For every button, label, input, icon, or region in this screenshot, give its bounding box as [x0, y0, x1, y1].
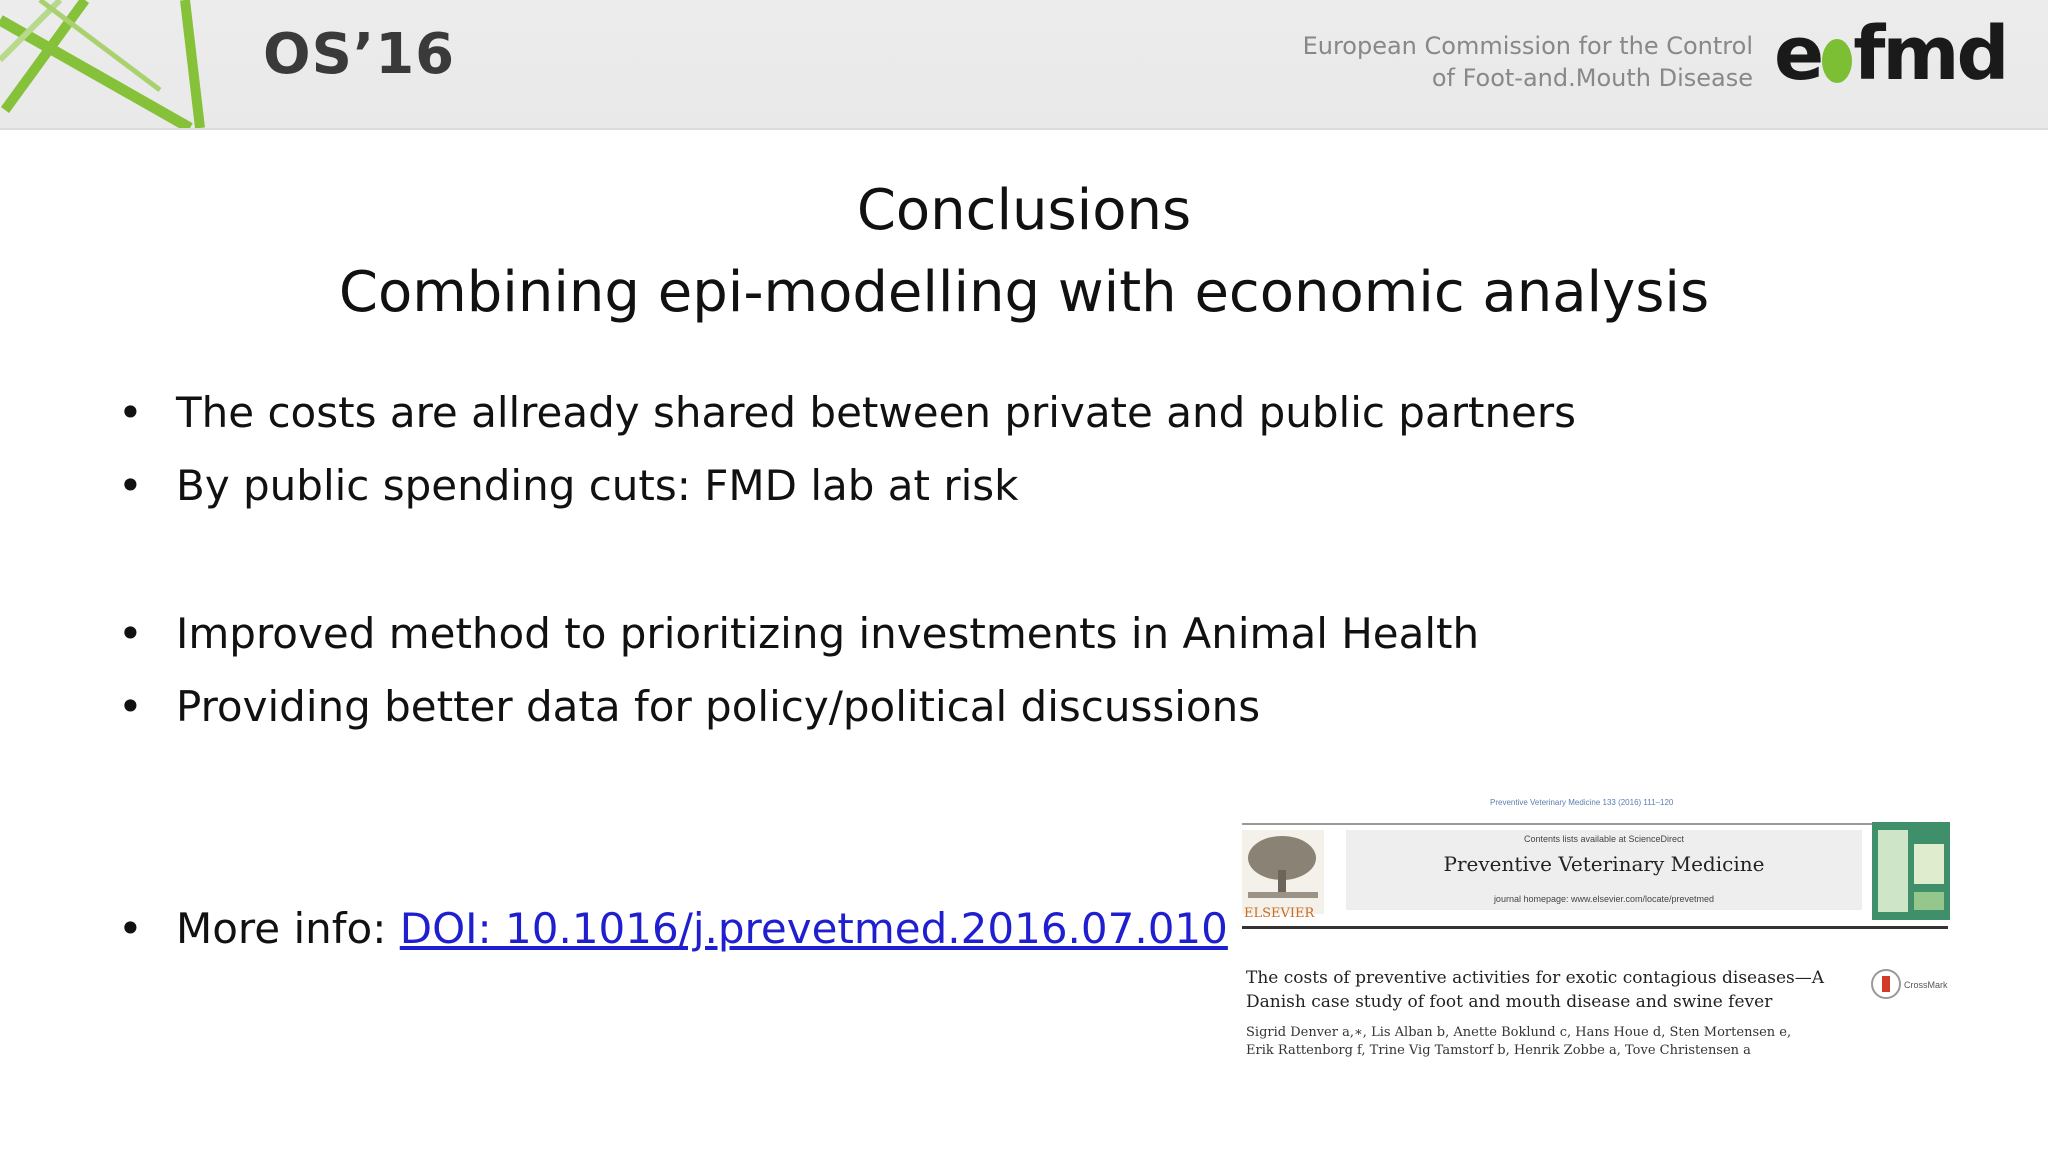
bullet-text: Improved method to prioritizing investments in Animal Health	[176, 609, 1480, 658]
bullet-item	[118, 456, 1018, 516]
elsevier-tree-icon	[1242, 830, 1324, 914]
eufmd-logo	[1774, 11, 2007, 97]
bullet-text: Providing better data for policy/political discussions	[176, 682, 1261, 731]
journal-homepage: journal homepage: www.elsevier.com/locate/prevetmed	[1493, 894, 1715, 904]
paper-top-rule	[1242, 823, 1948, 825]
paper-citation: Preventive Veterinary Medicine 133 (2016) 111–120	[1490, 798, 1674, 807]
paper-title-line2: Danish case study of foot and mouth disease and swine fever	[1246, 992, 1773, 1012]
crossmark-icon	[1870, 968, 1902, 1000]
bullet-dot: •	[118, 682, 143, 731]
organization-name-line1: European Commission for the Control	[1302, 32, 1753, 60]
paper-authors-line1: Sigrid Denver a,∗, Lis Alban b, Anette Boklund c, Hans Houe d, Sten Mortensen e,	[1246, 1025, 1792, 1040]
header-divider	[0, 128, 2048, 130]
bullet-dot: •	[118, 388, 143, 437]
bullet-text: The costs are allready shared between private and public partners	[176, 388, 1577, 437]
paper-thick-rule	[1242, 926, 1948, 929]
header-band	[0, 0, 2048, 128]
more-info-label: More info:	[176, 904, 400, 953]
contents-line: Contents lists available at ScienceDirect	[1523, 834, 1685, 844]
paper-title-line1: The costs of preventive activities for exotic contagious diseases—A	[1246, 968, 1825, 988]
os16-logo-graphic	[0, 0, 240, 128]
bullet-dot: •	[118, 461, 143, 510]
eufmd-logo-pre: e	[1774, 11, 1822, 97]
paper-authors	[1246, 1024, 1791, 1060]
organization-name	[1303, 30, 1753, 94]
paper-authors-line2: Erik Rattenborg f, Trine Vig Tamstorf b, Henrik Zobbe a, Tove Christensen a	[1246, 1043, 1751, 1058]
eufmd-logo-dot	[1822, 39, 1852, 83]
bullet-text: By public spending cuts: FMD lab at risk	[176, 461, 1019, 510]
journal-name: Preventive Veterinary Medicine	[1443, 852, 1765, 876]
bullet-dot: •	[118, 609, 143, 658]
more-info-item	[118, 899, 1228, 959]
bullet-item	[118, 677, 1260, 737]
elsevier-label: ELSEVIER	[1244, 906, 1315, 921]
organization-name-line2: of Foot-and.Mouth Disease	[1431, 64, 1753, 92]
event-title: OS’16	[263, 22, 456, 87]
slide-title	[0, 170, 2048, 334]
journal-banner	[1346, 830, 1862, 910]
bullet-item	[118, 383, 1576, 443]
journal-cover-icon	[1872, 822, 1950, 920]
paper-title	[1246, 966, 1824, 1014]
doi-link[interactable]: DOI: 10.1016/j.prevetmed.2016.07.010	[399, 904, 1228, 953]
bullet-dot: •	[118, 904, 143, 953]
eufmd-logo-post: fmd	[1853, 11, 2007, 97]
crossmark-label: CrossMark	[1904, 980, 1948, 990]
bullet-item	[118, 604, 1479, 664]
slide-title-line1: Conclusions	[856, 178, 1192, 243]
slide-title-line2: Combining epi-modelling with economic analysis	[338, 260, 1710, 325]
paper-header-image	[1240, 790, 1952, 1070]
